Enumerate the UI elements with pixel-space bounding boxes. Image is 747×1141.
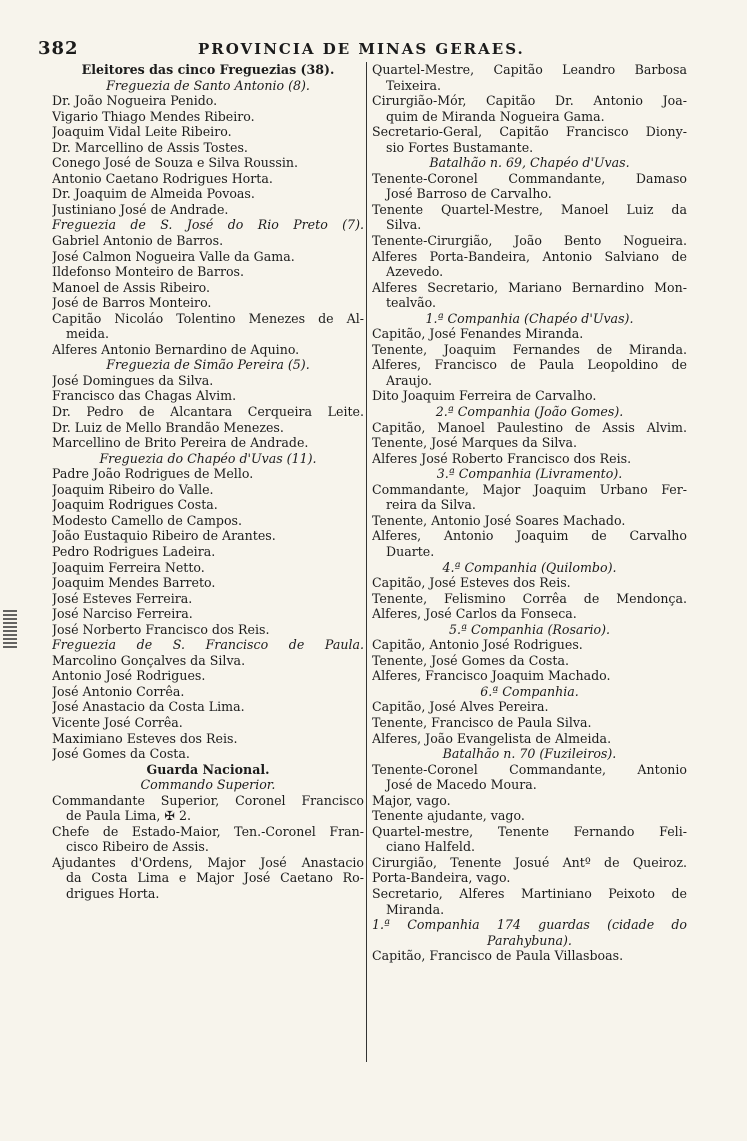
- text-line: Tenente, José Marques da Silva.: [372, 435, 578, 451]
- column-divider: [366, 62, 367, 1062]
- text-line: 1.ª Companhia 174 guardas (cidade do: [372, 917, 687, 933]
- text-line: Maximiano Esteves dos Reis.: [52, 730, 238, 746]
- text-line: Alferes, Francisco Joaquim Machado.: [372, 668, 611, 684]
- text-line: Freguezia de Simão Pereira (5).: [106, 357, 310, 373]
- text-line: da Costa Lima e Major José Caetano Ro-: [66, 870, 364, 886]
- text-line: meida.: [66, 326, 109, 342]
- text-line: Antonio José Rodrigues.: [52, 668, 206, 684]
- text-line: Capitão, Antonio José Rodrigues.: [372, 637, 583, 653]
- text-line: Commando Superior.: [140, 777, 276, 793]
- text-line: Dr. Pedro de Alcantara Cerqueira Leite.: [52, 404, 364, 420]
- text-line: Miranda.: [386, 901, 445, 917]
- text-line: Araujo.: [386, 372, 433, 388]
- text-line: Capitão, José Fenandes Miranda.: [372, 326, 584, 342]
- running-title: PROVINCIA DE MINAS GERAES.: [198, 40, 525, 58]
- text-line: Porta-Bandeira, vago.: [372, 870, 511, 886]
- margin-mark: [3, 610, 17, 650]
- text-line: Secretario-Geral, Capitão Francisco Diony-: [372, 124, 687, 140]
- text-line: Duarte.: [386, 543, 435, 559]
- text-line: Batalhão n. 69, Chapéo d'Uvas.: [429, 155, 630, 171]
- text-line: 5.ª Companhia (Rosario).: [449, 621, 610, 637]
- text-line: Freguezia de S. José do Rio Preto (7).: [52, 217, 364, 233]
- text-line: Capitão, José Esteves dos Reis.: [372, 575, 571, 591]
- text-line: Major, vago.: [372, 792, 451, 808]
- text-line: Alferes, José Carlos da Fonseca.: [372, 606, 577, 622]
- text-line: José de Macedo Moura.: [386, 777, 537, 793]
- text-line: Capitão, José Alves Pereira.: [372, 699, 549, 715]
- text-line: Tenente-Coronel Commandante, Damaso: [372, 170, 687, 186]
- text-line: cisco Ribeiro de Assis.: [66, 839, 209, 855]
- text-line: Chefe de Estado-Maior, Ten.-Coronel Fran-: [52, 823, 364, 839]
- text-line: Batalhão n. 70 (Fuzileiros).: [442, 746, 617, 762]
- text-line: Freguezia de S. Francisco de Paula.: [52, 637, 364, 653]
- text-line: José Gomes da Costa.: [52, 746, 190, 762]
- text-line: Padre João Rodrigues de Mello.: [52, 466, 254, 482]
- text-line: de Paula Lima, ✠ 2.: [66, 808, 192, 824]
- text-line: Joaquim Rodrigues Costa.: [52, 497, 218, 513]
- text-line: Eleitores das cinco Freguezias (38).: [81, 62, 335, 77]
- text-line: Dito Joaquim Ferreira de Carvalho.: [372, 388, 597, 404]
- text-line: Tenente, José Gomes da Costa.: [372, 652, 569, 668]
- text-line: Joaquim Vidal Leite Ribeiro.: [52, 124, 232, 140]
- text-line: Manoel de Assis Ribeiro.: [52, 279, 211, 295]
- text-line: Modesto Camello de Campos.: [52, 512, 242, 528]
- text-line: José Antonio Corrêa.: [52, 683, 185, 699]
- text-line: Freguezia do Chapéo d'Uvas (11).: [99, 450, 317, 466]
- text-line: Tenente-Coronel Commandante, Antonio: [372, 761, 687, 777]
- text-line: Pedro Rodrigues Ladeira.: [52, 543, 216, 559]
- text-line: Capitão, Francisco de Paula Villasboas.: [372, 948, 624, 964]
- text-line: Alferes Antonio Bernardino de Aquino.: [52, 341, 300, 357]
- text-line: Commandante, Major Joaquim Urbano Fer-: [372, 481, 687, 497]
- text-line: Tenente-Cirurgião, João Bento Nogueira.: [372, 233, 687, 249]
- text-line: Capitão Nicoláo Tolentino Menezes de Al-: [52, 310, 364, 326]
- text-line: Alferes, Antonio Joaquim de Carvalho: [372, 528, 687, 544]
- text-line: Joaquim Ferreira Netto.: [52, 559, 205, 575]
- text-line: Guarda Nacional.: [146, 761, 270, 777]
- text-line: Conego José de Souza e Silva Roussin.: [52, 155, 298, 171]
- text-line: Gabriel Antonio de Barros.: [52, 233, 224, 249]
- text-line: Secretario, Alferes Martiniano Peixoto de: [372, 885, 687, 901]
- text-line: Vigario Thiago Mendes Ribeiro.: [52, 108, 255, 124]
- text-line: Teixeira.: [386, 77, 442, 93]
- text-line: quim de Miranda Nogueira Gama.: [386, 108, 605, 124]
- page-number: 382: [38, 38, 79, 59]
- text-line: João Eustaquio Ribeiro de Arantes.: [52, 528, 276, 544]
- text-line: Dr. Luiz de Mello Brandão Menezes.: [52, 419, 284, 435]
- text-line: Dr. João Nogueira Penido.: [52, 93, 218, 109]
- text-line: José Anastacio da Costa Lima.: [52, 699, 245, 715]
- text-line: 6.ª Companhia.: [480, 683, 579, 699]
- text-line: tealvão.: [386, 295, 437, 311]
- text-line: Ajudantes d'Ordens, Major José Anastacio: [52, 854, 364, 870]
- text-line: Dr. Marcellino de Assis Tostes.: [52, 139, 248, 155]
- text-line: José Esteves Ferreira.: [52, 590, 193, 606]
- text-line: Tenente, Antonio José Soares Machado.: [372, 512, 626, 528]
- text-line: Joaquim Mendes Barreto.: [52, 575, 216, 591]
- text-line: Joaquim Ribeiro do Valle.: [52, 481, 214, 497]
- text-line: 3.ª Companhia (Livramento).: [436, 466, 623, 482]
- text-line: Cirurgião, Tenente Josué Antº de Queiroz.: [372, 854, 687, 870]
- text-line: Alferes, João Evangelista de Almeida.: [372, 730, 612, 746]
- text-line: Parahybuna).: [487, 932, 572, 948]
- text-line: José Norberto Francisco dos Reis.: [52, 621, 270, 637]
- text-line: Capitão, Manoel Paulestino de Assis Alvim.: [372, 419, 687, 435]
- text-line: José Domingues da Silva.: [52, 372, 214, 388]
- text-line: Commandante Superior, Coronel Francisco: [52, 792, 364, 808]
- text-line: Dr. Joaquim de Almeida Povoas.: [52, 186, 255, 202]
- text-line: José Calmon Nogueira Valle da Gama.: [52, 248, 295, 264]
- text-line: Tenente Quartel-Mestre, Manoel Luiz da: [372, 201, 687, 217]
- text-line: Vicente José Corrêa.: [52, 714, 183, 730]
- text-line: ciano Halfeld.: [386, 839, 476, 855]
- text-line: José Barroso de Carvalho.: [386, 186, 552, 202]
- text-line: Tenente, Francisco de Paula Silva.: [372, 714, 592, 730]
- text-line: Marcellino de Brito Pereira de Andrade.: [52, 435, 309, 451]
- text-line: 2.ª Companhia (João Gomes).: [435, 404, 624, 420]
- text-line: Alferes, Francisco de Paula Leopoldino de: [372, 357, 687, 373]
- text-line: drigues Horta.: [66, 885, 160, 901]
- text-line: José Narciso Ferreira.: [52, 606, 193, 622]
- text-line: 4.ª Companhia (Quilombo).: [442, 559, 617, 575]
- text-line: Francisco das Chagas Alvim.: [52, 388, 237, 404]
- text-line: Alferes Secretario, Mariano Bernardino Mon-: [372, 279, 687, 295]
- text-line: Quartel-Mestre, Capitão Leandro Barbosa: [372, 62, 687, 77]
- text-line: sio Fortes Bustamante.: [386, 139, 534, 155]
- text-line: Quartel-mestre, Tenente Fernando Feli-: [372, 823, 687, 839]
- text-line: José de Barros Monteiro.: [52, 295, 212, 311]
- text-line: Cirurgião-Mór, Capitão Dr. Antonio Joa-: [372, 93, 687, 109]
- text-line: Alferes José Roberto Francisco dos Reis.: [372, 450, 632, 466]
- text-line: Silva.: [386, 217, 422, 233]
- text-line: Marcolino Gonçalves da Silva.: [52, 652, 246, 668]
- text-line: Tenente, Joaquim Fernandes de Miranda.: [372, 341, 687, 357]
- text-line: Alferes Porta-Bandeira, Antonio Salviano de: [372, 248, 687, 264]
- text-line: Tenente ajudante, vago.: [372, 808, 525, 824]
- text-line: 1.ª Companhia (Chapéo d'Uvas).: [425, 310, 634, 326]
- text-line: reira da Silva.: [386, 497, 476, 513]
- text-line: Tenente, Felismino Corrêa de Mendonça.: [372, 590, 687, 606]
- text-line: Justiniano José de Andrade.: [52, 201, 229, 217]
- text-line: Freguezia de Santo Antonio (8).: [106, 77, 310, 93]
- text-line: Antonio Caetano Rodrigues Horta.: [52, 170, 273, 186]
- right-column: [372, 62, 687, 964]
- text-line: Azevedo.: [386, 264, 444, 280]
- text-line: Ildefonso Monteiro de Barros.: [52, 264, 245, 280]
- left-column: [52, 62, 364, 902]
